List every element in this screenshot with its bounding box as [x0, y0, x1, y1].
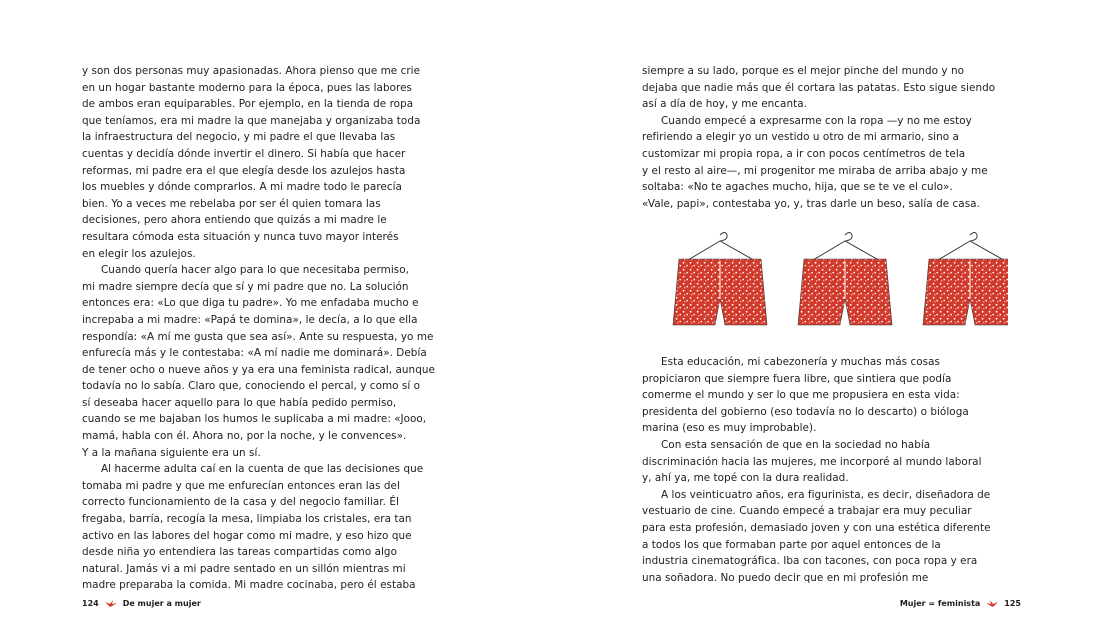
left-page-text: [82, 63, 452, 594]
text-line: comerme el mundo y ser lo que me propusiera en esta vida:: [642, 389, 960, 402]
text-line: mi madre siempre decía que sí y mi padre que no. La solución: [82, 280, 409, 293]
text-line: «Vale, papi», contestaba yo, y, tras darle un beso, salía de casa.: [642, 197, 980, 210]
text-line: así a día de hoy, y me encanta.: [642, 98, 807, 111]
bird-ornament-icon: [985, 599, 999, 608]
text-line: activo en las labores del hogar como mi madre, y eso hizo que: [82, 529, 412, 542]
text-line: A los veinticuatro años, era figurinista, es decir, diseñadora de: [661, 488, 991, 501]
shorts-item: [798, 233, 892, 326]
text-line: marina (eso es muy improbable).: [642, 422, 817, 435]
right-page-footer: [900, 599, 1021, 608]
text-line: dejaba que nadie más que él cortara las patatas. Esto sigue siendo: [642, 81, 996, 94]
left-page: [0, 0, 550, 640]
paragraph: [82, 461, 452, 594]
text-line: discriminación hacia las mujeres, me incorporé al mundo laboral: [642, 455, 982, 468]
text-line: cuando se me bajaban los humos le suplicaba a mi madre: «Jooo,: [82, 413, 427, 426]
shorts-item: [673, 233, 767, 326]
left-page-footer: [82, 599, 201, 608]
text-line: para esta profesión, demasiado joven y con una estética diferente: [642, 521, 991, 534]
text-line: madre preparaba la comida. Mi madre cocinaba, pero él estaba: [82, 579, 416, 592]
text-line: y, ahí ya, me topé con la dura realidad.: [642, 472, 849, 485]
text-line: reformas, mi padre era el que elegía desde los azulejos hasta: [82, 164, 406, 177]
text-line: natural. Jamás vi a mi padre sentado en un sillón mientras mi: [82, 562, 406, 575]
text-line: tomaba mi padre y que me enfurecían entonces eran las del: [82, 479, 400, 492]
text-line: la infraestructura del negocio, y mi padre el que llevaba las: [82, 131, 396, 144]
text-line: soltaba: «No te agaches mucho, hija, que se te ve el culo».: [642, 181, 953, 194]
shorts-illustration: [663, 230, 1008, 335]
text-line: a todos los que formaban parte por aquel entonces de la: [642, 538, 941, 551]
text-line: sí deseaba hacer aquello para lo que había pedido permiso,: [82, 396, 397, 409]
text-line: presidenta del gobierno (eso todavía no lo descarto) o bióloga: [642, 405, 969, 418]
text-line: y son dos personas muy apasionadas. Ahora pienso que me crie: [82, 65, 421, 77]
text-line: mamá, habla con él. Ahora no, por la noche, y le convences».: [82, 430, 407, 443]
text-line: y el resto al aire—, mi progenitor me miraba de arriba abajo y me: [642, 164, 988, 177]
paragraph: [642, 437, 1027, 487]
page-number: 124: [82, 599, 99, 608]
paragraph: [642, 487, 1027, 587]
text-line: Y a la mañana siguiente era un sí.: [82, 446, 261, 459]
text-line: correcto funcionamiento de la casa y del negocio familiar. Él: [82, 496, 399, 509]
text-line: bien. Yo a veces me rebelaba por ser él quien tomara las: [82, 197, 381, 210]
right-page: [551, 0, 1101, 640]
text-line: industria cinematográfica. Iba con tacones, con poca ropa y era: [642, 555, 978, 568]
text-line: Al hacerme adulta caí en la cuenta de que las decisiones que: [101, 463, 424, 476]
text-line: fregaba, barría, recogía la mesa, limpiaba los cristales, era tan: [82, 513, 412, 526]
text-line: que teníamos, era mi madre la que manejaba y organizaba toda: [82, 114, 421, 127]
text-line: de ambos eran equiparables. Por ejemplo, en la tienda de ropa: [82, 98, 414, 111]
text-line: Con esta sensación de que en la sociedad no había: [661, 438, 931, 451]
text-line: respondía: «A mí me gusta que sea así». Ante su respuesta, yo me: [82, 330, 434, 343]
text-line: Cuando quería hacer algo para lo que necesitaba permiso,: [101, 264, 409, 277]
text-line: increpaba a mi madre: «Papá te domina», le decía, a lo que ella: [82, 313, 418, 326]
text-line: todavía no lo sabía. Claro que, conociendo el percal, y como sí o: [82, 380, 421, 393]
paragraph: [642, 113, 1027, 213]
text-line: Cuando empecé a expresarme con la ropa —y no me estoy: [661, 114, 972, 127]
chapter-title: Mujer = feminista: [899, 599, 981, 608]
right-page-text-top: [642, 63, 1027, 212]
paragraph: [642, 63, 1027, 113]
page-number: 125: [1004, 599, 1021, 608]
text-line: resultara cómoda esta situación y nunca tuvo mayor interés: [82, 230, 399, 243]
text-line: customizar mi propia ropa, a ir con pocos centímetros de tela: [642, 147, 966, 160]
right-page-text-bottom: [642, 354, 1027, 586]
text-line: los muebles y dónde comprarlos. A mi madre todo le parecía: [82, 181, 402, 194]
text-line: propiciaron que siempre fuera libre, que sintiera que podía: [642, 372, 952, 385]
shorts-item: [923, 233, 1008, 326]
paragraph: [82, 63, 452, 262]
text-line: una soñadora. No puedo decir que en mi profesión me: [642, 571, 929, 584]
text-line: enfurecía más y le contestaba: «A mí nadie me dominará». Debía: [82, 347, 427, 360]
text-line: siempre a su lado, porque es el mejor pinche del mundo y no: [642, 65, 965, 77]
text-line: cuentas y decidía dónde invertir el dinero. Si había que hacer: [82, 147, 406, 160]
book-title: De mujer a mujer: [122, 599, 201, 608]
text-line: refiriendo a elegir yo un vestido u otro de mi armario, sino a: [642, 131, 959, 144]
paragraph: [642, 354, 1027, 437]
text-line: de tener ocho o nueve años y ya era una feminista radical, aunque: [82, 363, 435, 376]
text-line: en un hogar bastante moderno para la época, pues las labores: [82, 81, 413, 94]
text-line: desde niña yo entendiera las tareas compartidas como algo: [82, 546, 397, 559]
text-line: en elegir los azulejos.: [82, 247, 196, 260]
text-line: decisiones, pero ahora entiendo que quizás a mi madre le: [82, 214, 387, 227]
text-line: Esta educación, mi cabezonería y muchas más cosas: [661, 356, 940, 368]
paragraph: [82, 262, 452, 461]
text-line: vestuario de cine. Cuando empecé a trabajar era muy peculiar: [642, 505, 972, 518]
bird-ornament-icon: [104, 599, 118, 608]
text-line: entonces era: «Lo que diga tu padre». Yo me enfadaba mucho e: [82, 297, 419, 310]
